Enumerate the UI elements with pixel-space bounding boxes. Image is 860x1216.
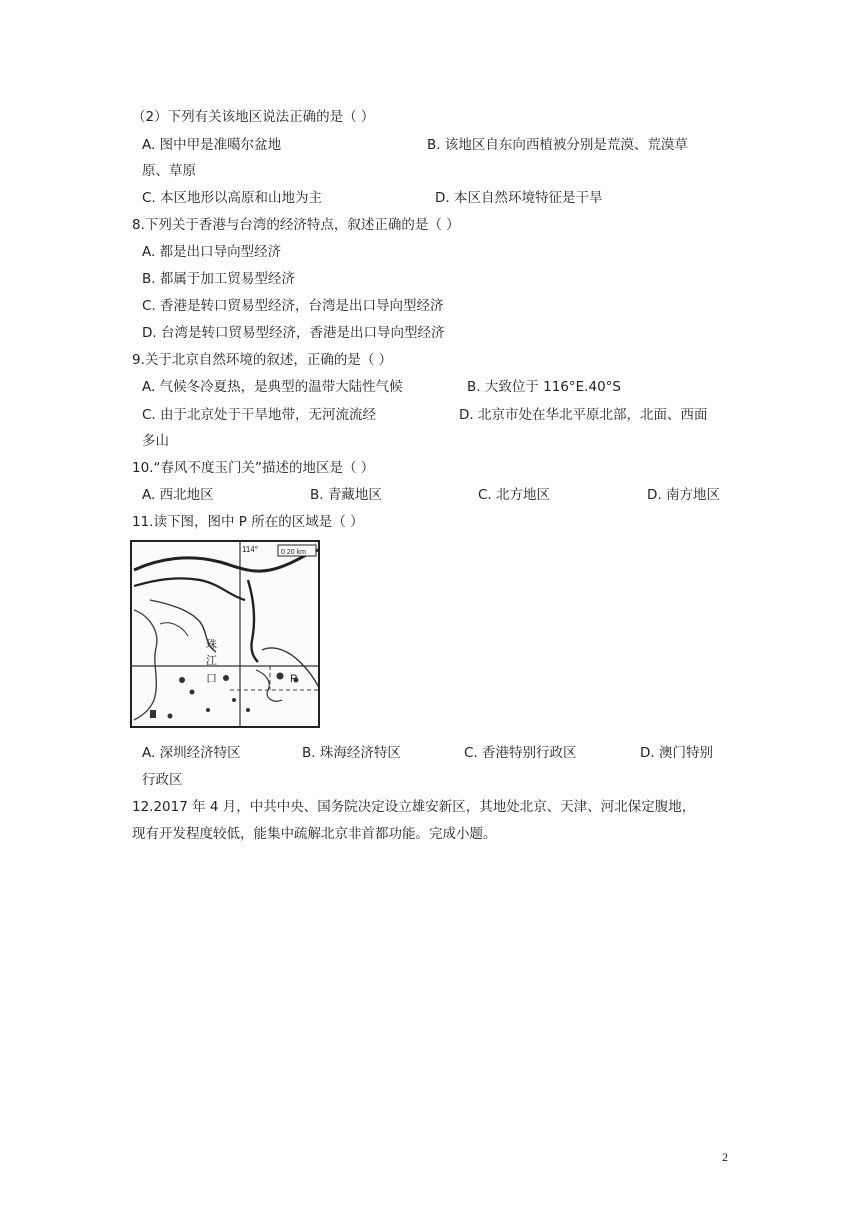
q8-option-d: D. 台湾是转口贸易型经济，香港是出口导向型经济 xyxy=(142,325,445,341)
q11-option-d-continued: 行政区 xyxy=(142,772,183,788)
q10-option-b: B. 青藏地区 xyxy=(310,487,382,503)
q12-text-line-2: 现有开发程度较低，能集中疏解北京非首都功能。完成小题。 xyxy=(132,826,497,842)
q10-option-a: A. 西北地区 xyxy=(142,487,214,503)
q9-option-b: B. 大致位于 116°E.40°S xyxy=(467,379,621,395)
q7-2-option-c: C. 本区地形以高原和山地为主 xyxy=(142,190,323,206)
page-number: 2 xyxy=(722,1150,728,1164)
map-longitude-label: 114° xyxy=(242,545,258,554)
q7-2-option-d: D. 本区自然环境特征是干旱 xyxy=(435,190,603,206)
q9-option-d: D. 北京市处在华北平原北部，北面、西面 xyxy=(459,407,708,423)
q11-option-a: A. 深圳经济特区 xyxy=(142,745,241,761)
map-label-char-2: 江 xyxy=(206,654,217,667)
q10-option-c: C. 北方地区 xyxy=(478,487,551,503)
q7-2-option-b-continued: 原、草原 xyxy=(142,163,196,179)
q9-option-c: C. 由于北京处于干旱地带，无河流流经 xyxy=(142,407,377,423)
q7-2-option-a: A. 图中甲是准噶尔盆地 xyxy=(142,137,282,153)
q8-option-b: B. 都属于加工贸易型经济 xyxy=(142,271,295,287)
q11-option-d: D. 澳门特别 xyxy=(640,745,713,761)
q8-stem: 8.下列关于香港与台湾的经济特点，叙述正确的是（ ） xyxy=(132,217,460,233)
q12-text-line-1: 12.2017 年 4 月，中共中央、国务院决定设立雄安新区，其地处北京、天津、河北保定腹地， xyxy=(132,799,696,815)
q8-option-c: C. 香港是转口贸易型经济，台湾是出口导向型经济 xyxy=(142,298,444,314)
pearl-river-delta-map xyxy=(130,540,320,728)
map-label-char-3: 口 xyxy=(206,672,217,685)
q9-stem: 9.关于北京自然环境的叙述，正确的是（ ） xyxy=(132,352,393,368)
q9-option-a: A. 气候冬冷夏热，是典型的温带大陆性气候 xyxy=(142,379,403,395)
q9-option-d-continued: 多山 xyxy=(142,433,169,449)
q11-option-c: C. 香港特别行政区 xyxy=(464,745,577,761)
q7-2-option-b: B. 该地区自东向西植被分别是荒漠、荒漠草 xyxy=(427,137,688,153)
q10-option-d: D. 南方地区 xyxy=(647,487,720,503)
q11-stem: 11.读下图，图中 P 所在的区域是（ ） xyxy=(132,514,364,530)
q7-2-stem: （2）下列有关该地区说法正确的是（ ） xyxy=(132,109,375,125)
map-point-p-label: P xyxy=(290,673,298,685)
map-scale-label: 0 20 km xyxy=(281,549,306,556)
q8-option-a: A. 都是出口导向型经济 xyxy=(142,244,282,260)
q10-stem: 10.“春风不度玉门关”描述的地区是（ ） xyxy=(132,460,375,476)
q11-option-b: B. 珠海经济特区 xyxy=(302,745,401,761)
map-label-char-1: 珠 xyxy=(206,638,217,651)
